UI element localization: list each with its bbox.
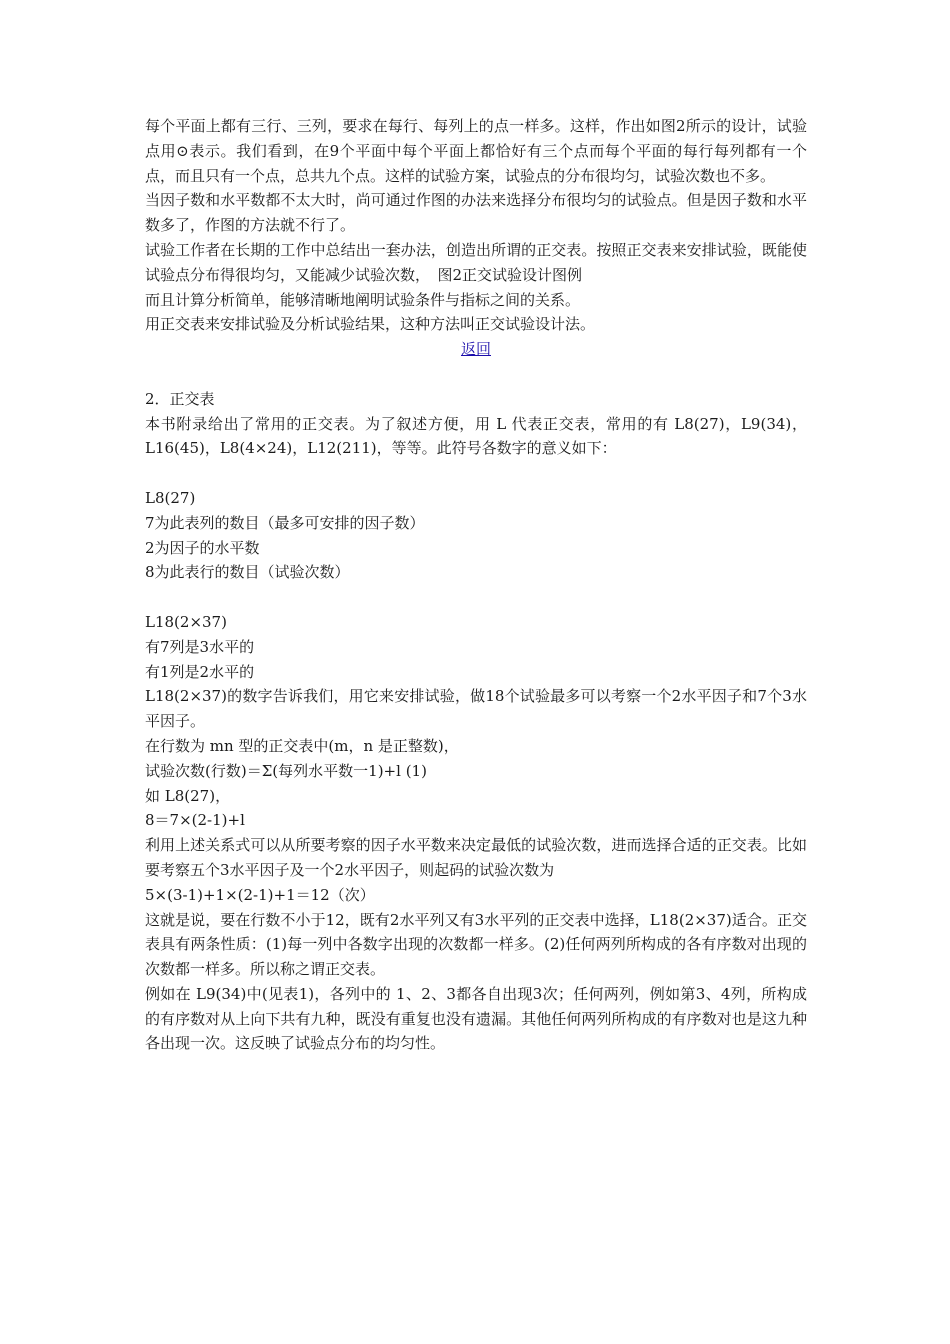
intro-paragraph-3: 试验工作者在长期的工作中总结出一套办法，创造出所谓的正交表。按照正交表来安排试验，既能使试验点分布得很均匀，又能减少试验次数， 图2正交试验设计图例 — [145, 240, 807, 284]
document-body — [145, 114, 807, 1056]
l18-item: 有1列是2水平的 — [145, 662, 255, 681]
intro-paragraph-1: 每个平面上都有三行、三列，要求在每行、每列上的点一样多。这样，作出如图2所示的设计，试验点用⊙表示。我们看到，在9个平面中每个平面上都恰好有三个点而每个平面的每行每列都有一个点，而且只有一个点，总共九个点。这样的试验方案，试验点的分布很均匀，试验次数也不多。 — [145, 117, 807, 185]
l18-title: L18(2×37) — [145, 612, 227, 631]
section-paragraph-5: 利用上述关系式可以从所要考察的因子水平数来决定最低的试验次数，进而选择合适的正交表。比如要考察五个3水平因子及一个2水平因子，则起码的试验次数为 — [145, 836, 807, 879]
section-paragraph-7: 例如在 L9(34)中(见表1)，各列中的 1、2、3都各自出现3次；任何两列，例如第3、4列，所构成的有序数对从上向下共有九种，既没有重复也没有遗漏。其他任何两列所构成的有序数对也是这九种各出现一次。这反映了试验点分布的均匀性。 — [145, 984, 807, 1053]
section-paragraph-4: 如 L8(27)， — [145, 786, 231, 805]
spacer — [145, 585, 807, 610]
section-heading: 2．正交表 — [145, 389, 215, 408]
intro-paragraph-4: 而且计算分析简单，能够清晰地阐明试验条件与指标之间的关系。 — [145, 290, 581, 309]
intro-paragraph-5: 用正交表来安排试验及分析试验结果，这种方法叫正交试验设计法。 — [145, 315, 596, 334]
section-paragraph-1: 本书附录给出了常用的正交表。为了叙述方便，用 L 代表正交表，常用的有 L8(27)，L9(34)，L16(45)，L8(4×24)，L12(211)，等等。此符号各数字的意义如下： — [145, 414, 807, 458]
section-paragraph-3: 在行数为 mn 型的正交表中(m，n 是正整数)， — [145, 736, 459, 755]
intro-paragraph-2: 当因子数和水平数都不太大时，尚可通过作图的办法来选择分布很均匀的试验点。但是因子数和水平数多了，作图的方法就不行了。 — [145, 191, 807, 235]
l18-item: 有7列是3水平的 — [145, 637, 255, 656]
back-link-row — [145, 337, 807, 362]
formula-2: 8＝7×(2-1)+l — [145, 811, 245, 830]
l8-item: 2为因子的水平数 — [145, 538, 260, 557]
l8-item: 7为此表列的数目（最多可安排的因子数） — [145, 513, 425, 532]
spacer — [145, 362, 807, 387]
l8-item: 8为此表行的数目（试验次数） — [145, 563, 350, 582]
l8-title: L8(27) — [145, 488, 196, 507]
spacer — [145, 461, 807, 486]
formula-1: 试验次数(行数)＝Σ(每列水平数一1)+l (1) — [145, 761, 427, 780]
section-paragraph-2: L18(2×37)的数字告诉我们，用它来安排试验，做18个试验最多可以考察一个2水平因子和7个3水平因子。 — [145, 687, 807, 731]
formula-3: 5×(3-1)+1×(2-1)+1＝12（次） — [145, 885, 375, 904]
back-link[interactable]: 返回 — [460, 340, 491, 359]
section-paragraph-6: 这就是说，要在行数不小于12，既有2水平列又有3水平列的正交表中选择，L18(2×37)适合。正交表具有两条性质：(1)每一列中各数字出现的次数都一样多。(2)任何两列所构成的各有序数对出现的次数都一样多。所以称之谓正交表。 — [145, 910, 807, 979]
